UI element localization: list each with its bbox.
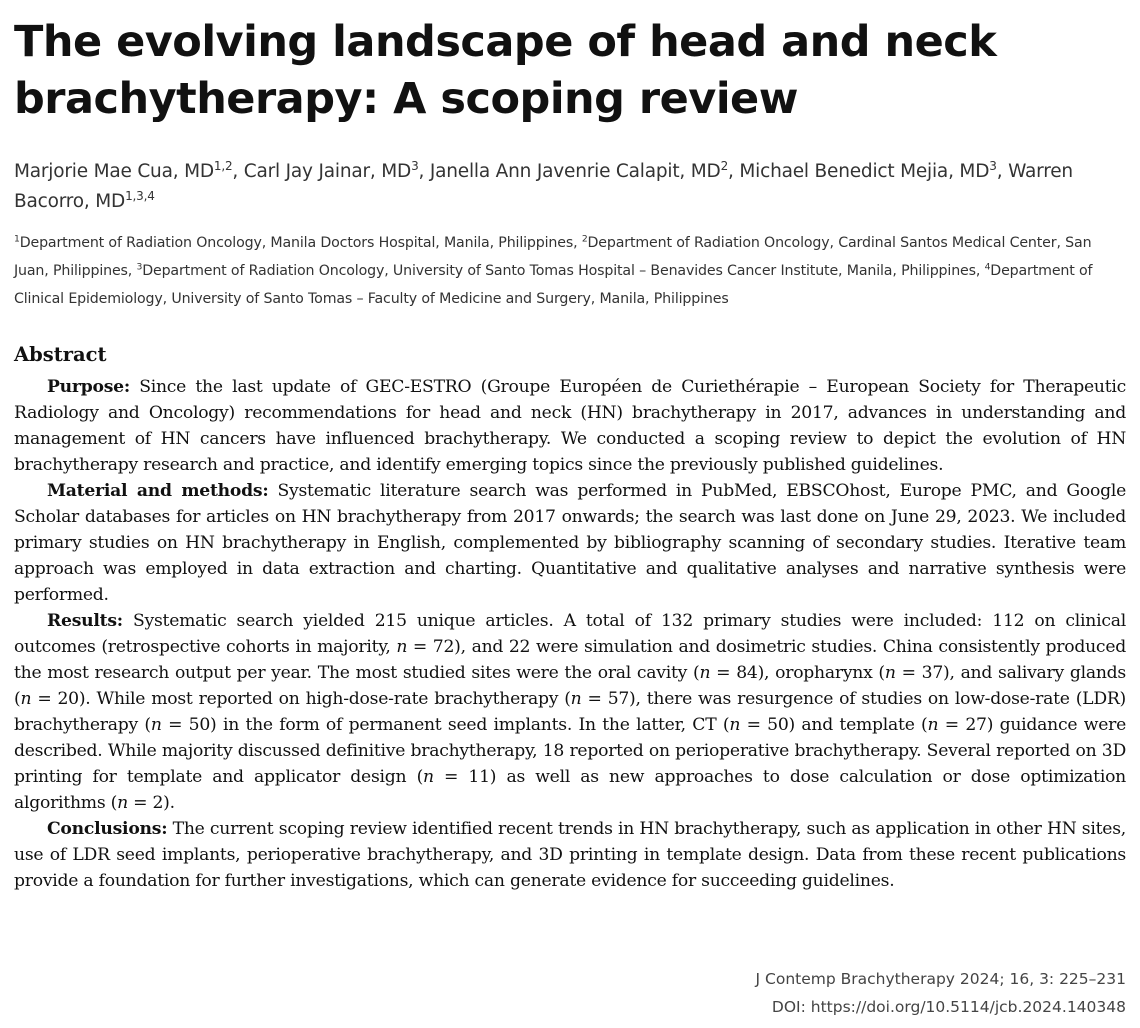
abstract-conclusions: Conclusions: The current scoping review identified recent trends in HN brachytherapy, such as application in other HN sites, use of LDR seed implants, perioperative brachytherapy, and 3D printing in template design. Data from these recent publications provide a foundation for further investigations, which can generate evidence for succeeding guidelines. [14, 819, 1126, 891]
citation-block [756, 965, 1126, 1021]
author: Carl Jay Jainar, $MD^3$, [243, 158, 430, 182]
article-title: The evolving landscape of head and neck brachytherapy: A scoping review [14, 17, 997, 124]
affiliation: $^4$Department of Clinical Epidemiology, University of Santo Tomas – Faculty of Medicine and Surgery, Manila, Philippines [14, 261, 1093, 307]
abstract-methods: Material and methods: Systematic literature search was performed in PubMed, EBSCOhost, Europe PMC, and Google Scholar databases for articles on HN brachytherapy from 2017 onwards; the search was last done on June 29, 2023. We included primary studies on HN brachytherapy in English, complemented by bibliography scanning of secondary studies. Iterative team approach was employed in data extraction and charting. Quantitative and qualitative analyses and narrative synthesis were performed. [14, 481, 1127, 605]
author: Marjorie Mae Cua, MD$^{1,2}$, [14, 158, 244, 182]
author: Warren Bacorro, MD$^{1,3,4}$ [14, 161, 1073, 212]
abstract-results: Results: Systematic search yielded 215 unique articles. A total of 132 primary studies were included: 112 on clinical outcomes (retrospective cohorts in majority, n = 72), and 22 were simulation and dosimetric studies. China consistently produced the most research output per year. The most studied sites were the oral cavity (n = 84), oropharynx (n = 37), and salivary glands (n = 20). While most reported on high-dose-rate brachytherapy (n = 57), there was resurgence of studies on low-dose-rate (LDR) brachytherapy (n = 50) in the form of permanent seed implants. In the latter, CT (n = 50) and template (n = 27) guidance were described. While majority discussed definitive brachytherapy, 18 reported on perioperative brachytherapy. Several reported on 3D printing for template and applicator design (n = 11) as well as new approaches to dose calculation or dose optimization algorithms (n = 2). [14, 611, 1127, 813]
article-header [14, 14, 1126, 894]
affiliation-list [14, 229, 1126, 313]
abstract-purpose: Purpose: Since the last update of GEC-ESTRO (Groupe Européen de Curiethérapie – European Society for Therapeutic Radiology and Oncology) recommendations for head and neck (HN) brachytherapy in 2017, advances in understanding and management of HN cancers have influenced brachytherapy. We conducted a scoping review to depict the evolution of HN brachytherapy research and practice, and identify emerging topics since the previously published guidelines. [14, 377, 1126, 475]
affiliation: $^3$Department of Radiation Oncology, University of Santo Tomas Hospital – Benavides Cancer Institute, Manila, Philippines, [136, 261, 985, 279]
journal-reference: J Contemp Brachytherapy 2024; 16, 3: 225–231 [755, 970, 1126, 988]
author-list [14, 157, 1126, 217]
affiliation: $^2$Department of Radiation Oncology, Cardinal Santos Medical Center, San Juan, Philippines, [14, 233, 1092, 279]
author: Janella Ann Javenrie Calapit, $MD^2$, [429, 158, 740, 182]
doi-link[interactable]: DOI: https://doi.org/10.5114/jcb.2024.140348 [771, 998, 1126, 1016]
affiliation: $^1$Department of Radiation Oncology, Manila Doctors Hospital, Manila, Philippines, [14, 233, 582, 251]
abstract-heading: Abstract [14, 343, 107, 366]
author: Michael Benedict Mejia, $MD^3$, [739, 158, 1009, 182]
